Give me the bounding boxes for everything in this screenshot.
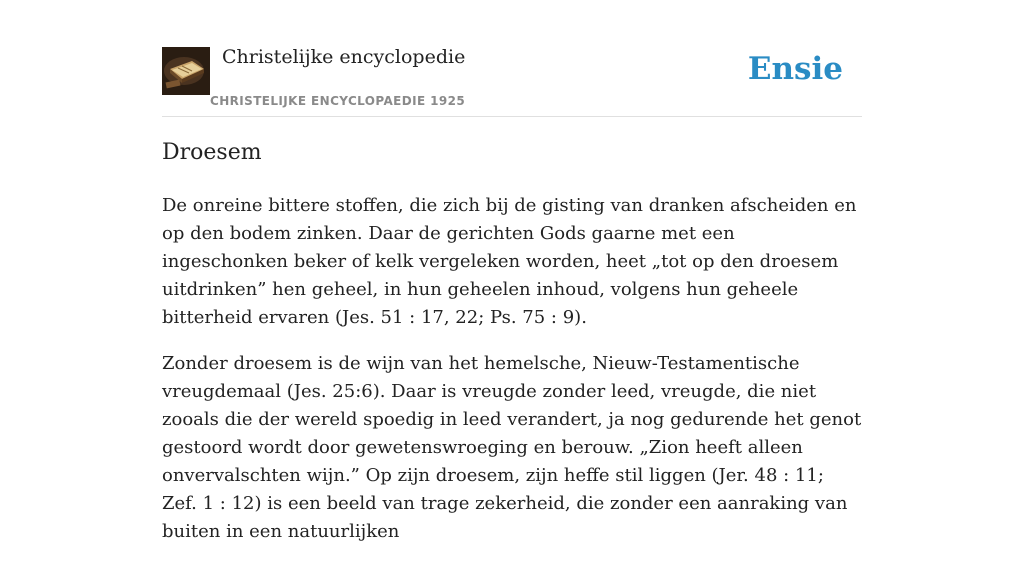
brand-logo-link[interactable]: Ensie <box>747 51 843 87</box>
book-photo-icon <box>162 47 210 95</box>
article-paragraph-1: De onreine bittere stoffen, die zich bij de gisting van dranken afscheiden en op den bodem zinken. Daar de gerichten Gods gaarne met een ingeschonken beker of kelk vergeleken worden, heet „tot op den droesem uitdrinken” hen geheel, in hun geheelen inhoud, volgens hun geheele bitterheid ervaren (Jes. 51 : 17, 22; Ps. 75 : 9). <box>162 195 857 328</box>
site-title[interactable]: Christelijke encyclopedie <box>222 46 466 68</box>
article-title: Droesem <box>162 140 262 165</box>
site-header <box>162 46 862 117</box>
site-avatar[interactable] <box>162 47 210 95</box>
article-paragraph-2: Zonder droesem is de wijn van het hemelsche, Nieuw-Testamentische vreugdemaal (Jes. 25:6). Daar is vreugde zonder leed, vreugde, die niet zooals die der wereld spoedig in leed verandert, ja nog gedurende het genot gestoord wordt door gewetenswroeging en berouw. „Zion heeft alleen onvervalschten wijn.” Op zijn droesem, zijn heffe stil liggen (Jer. 48 : 11; Zef. 1 : 12) is een beeld van trage zekerheid, die zonder een aanraking van buiten in een natuurlijken <box>162 353 862 542</box>
article-body <box>162 192 862 564</box>
site-subtitle: CHRISTELIJKE ENCYCLOPAEDIE 1925 <box>210 94 466 108</box>
